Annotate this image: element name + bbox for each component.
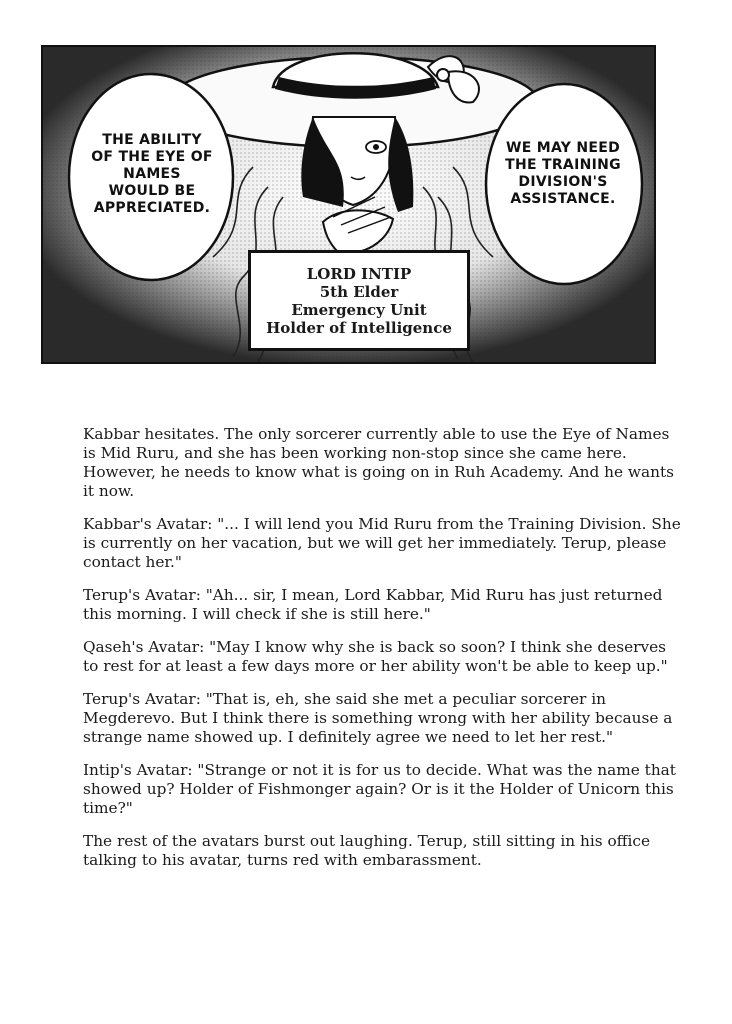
character-caption-box [248, 250, 470, 351]
caption-name: LORD INTIP [306, 264, 412, 283]
paragraph: Intip's Avatar: "Strange or not it is for us to decide. What was the name that showed up? Holder of Fishmonger again? Or is it the Holder of Unicorn this time?" [83, 761, 676, 817]
caption-title: Holder of Intelligence [266, 318, 452, 337]
story-text [83, 425, 683, 884]
speech-bubble-left-text: THE ABILITY OF THE EYE OF NAMES WOULD BE APPRECIATED. [91, 132, 213, 216]
paragraph: Qaseh's Avatar: "May I know why she is back so soon? I think she deserves to rest for at least a few days more or her ability won't be able to keep up." [83, 638, 668, 675]
paragraph: Kabbar's Avatar: "... I will lend you Mid Ruru from the Training Division. She is currently on her vacation, but we will get her immediately. Terup, please contact her." [83, 515, 681, 571]
caption-unit: Emergency Unit [291, 300, 427, 319]
manga-panel [41, 45, 656, 364]
caption-rank: 5th Elder [319, 282, 399, 301]
paragraph: The rest of the avatars burst out laughing. Terup, still sitting in his office talking to his avatar, turns red with embarassment. [83, 832, 651, 869]
pupil [373, 144, 379, 150]
paragraph: Terup's Avatar: "That is, eh, she said she met a peculiar sorcerer in Megderevo. But I think there is something wrong with her ability because a strange name showed up. I definitely agree we need to let her rest." [83, 690, 673, 746]
speech-bubble-right-text: WE MAY NEED THE TRAINING DIVISION'S ASSISTANCE. [505, 140, 621, 207]
paragraph: Kabbar hesitates. The only sorcerer currently able to use the Eye of Names is Mid Ruru, and she has been working non-stop since she came here. However, he needs to know what is going on in Ruh Academy. And he wants it now. [83, 425, 674, 500]
paragraph: Terup's Avatar: "Ah... sir, I mean, Lord Kabbar, Mid Ruru has just returned this morning. I will check if she is still here." [83, 586, 663, 623]
